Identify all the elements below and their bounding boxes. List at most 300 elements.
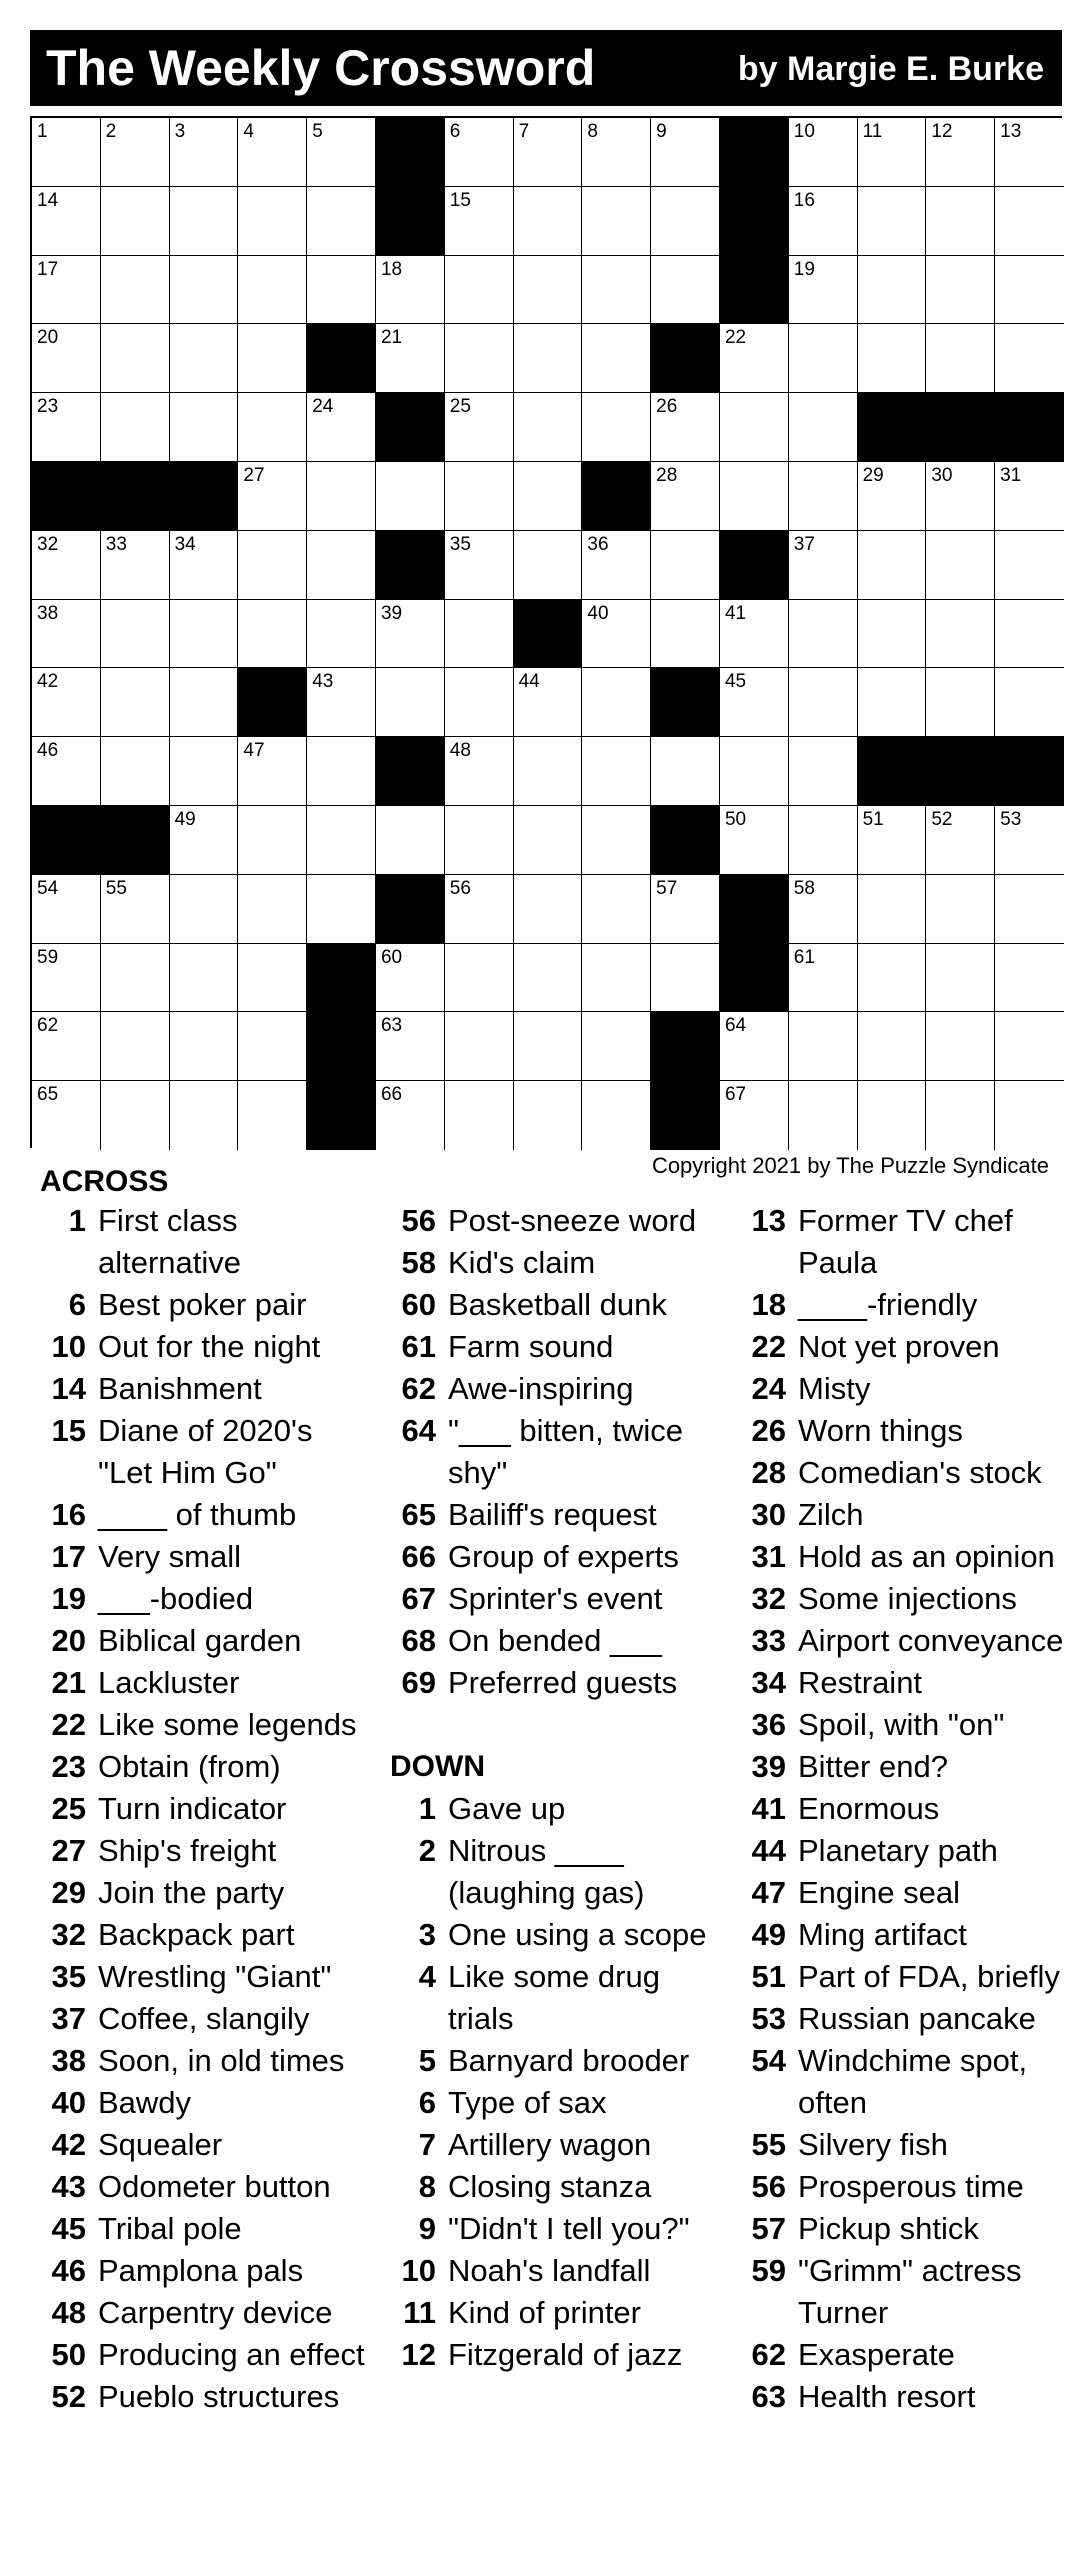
down-clue [392, 1830, 722, 1914]
clue-num: 48 [51, 2295, 86, 2330]
grid-cell[interactable] [101, 1081, 170, 1150]
clue-number: 4 [243, 121, 254, 142]
clue-text: First class alternative [98, 1203, 242, 1280]
grid-cell[interactable] [858, 462, 927, 531]
clue-number: 49 [174, 808, 196, 830]
grid-cell[interactable] [101, 324, 170, 393]
grid-cell[interactable] [101, 187, 170, 256]
clue-text: Gave up [448, 1791, 566, 1826]
clue-num: 17 [51, 1539, 86, 1574]
grid-cell[interactable] [995, 118, 1064, 187]
grid-cell[interactable] [858, 1081, 927, 1150]
clue-text: Odometer button [98, 2169, 331, 2204]
grid-cell[interactable] [32, 118, 101, 187]
grid-cell[interactable] [858, 531, 927, 600]
clue-num: 16 [51, 1497, 86, 1532]
grid-cell[interactable] [238, 393, 307, 462]
clue-num: 22 [51, 1707, 86, 1742]
grid-cell[interactable] [582, 118, 651, 187]
down-clue [742, 1998, 1072, 2040]
clue-num: 4 [418, 1959, 436, 1994]
grid-cell[interactable] [651, 737, 720, 806]
grid-cell[interactable] [995, 875, 1064, 944]
grid-cell[interactable] [651, 875, 720, 944]
clue-number: 5 [312, 121, 323, 142]
grid-cell[interactable] [307, 600, 376, 669]
grid-cell[interactable] [101, 531, 170, 600]
clue-number: 40 [587, 602, 609, 624]
clue-text: Some injections [798, 1581, 1017, 1616]
grid-cell[interactable] [170, 393, 239, 462]
clue-num: 39 [751, 1749, 786, 1784]
grid-cell[interactable] [445, 944, 514, 1013]
grid-cell[interactable] [789, 118, 858, 187]
clue-number: 66 [380, 1084, 403, 1106]
down-clue [742, 2166, 1072, 2208]
grid-cell[interactable] [514, 668, 583, 737]
grid-cell[interactable] [926, 531, 995, 600]
grid-cell[interactable] [307, 875, 376, 944]
grid-cell[interactable] [789, 875, 858, 944]
clue-num: 57 [751, 2211, 786, 2246]
across-clue [42, 1410, 372, 1494]
clue-number: 35 [449, 533, 471, 555]
grid-block [376, 118, 445, 187]
grid-cell[interactable] [514, 531, 583, 600]
grid-cell[interactable] [651, 187, 720, 256]
grid-cell[interactable] [376, 600, 445, 669]
grid-cell[interactable] [445, 1081, 514, 1150]
grid-cell[interactable] [238, 531, 307, 600]
grid-cell[interactable] [926, 187, 995, 256]
grid-cell[interactable] [238, 256, 307, 325]
grid-cell[interactable] [926, 1012, 995, 1081]
grid-cell[interactable] [170, 875, 239, 944]
grid-cell[interactable] [995, 944, 1064, 1013]
grid-cell[interactable] [170, 600, 239, 669]
clue-text: Turn indicator [98, 1791, 287, 1826]
title-bar [30, 30, 1062, 106]
grid-cell[interactable] [170, 1081, 239, 1150]
grid-cell[interactable] [720, 1081, 789, 1150]
grid-cell[interactable] [514, 118, 583, 187]
grid-cell[interactable] [926, 806, 995, 875]
grid-block [858, 737, 927, 806]
grid-cell[interactable] [170, 324, 239, 393]
grid-cell[interactable] [789, 668, 858, 737]
grid-cell[interactable] [789, 531, 858, 600]
grid-cell[interactable] [926, 118, 995, 187]
grid-cell[interactable] [720, 324, 789, 393]
grid-cell[interactable] [995, 1012, 1064, 1081]
grid-cell[interactable] [307, 118, 376, 187]
grid-cell[interactable] [651, 531, 720, 600]
clue-number: 23 [37, 396, 59, 418]
grid-cell[interactable] [101, 1012, 170, 1081]
clue-num: 55 [751, 2127, 786, 2162]
grid-cell[interactable] [858, 256, 927, 325]
clue-number: 58 [793, 877, 815, 899]
clue-number: 24 [312, 396, 334, 418]
grid-cell[interactable] [582, 393, 651, 462]
grid-cell[interactable] [101, 875, 170, 944]
grid-cell[interactable] [582, 324, 651, 393]
grid-cell[interactable] [995, 531, 1064, 600]
clue-num: 43 [51, 2169, 86, 2204]
grid-cell[interactable] [376, 944, 445, 1013]
grid-cell[interactable] [445, 393, 514, 462]
grid-cell[interactable] [789, 600, 858, 669]
grid-cell[interactable] [789, 324, 858, 393]
grid-cell[interactable] [995, 187, 1064, 256]
grid-cell[interactable] [170, 668, 239, 737]
across-clue [392, 1200, 722, 1242]
grid-cell[interactable] [858, 324, 927, 393]
grid-cell[interactable] [720, 806, 789, 875]
grid-cell[interactable] [307, 668, 376, 737]
grid-cell[interactable] [582, 806, 651, 875]
grid-cell[interactable] [445, 875, 514, 944]
grid-cell[interactable] [376, 256, 445, 325]
clue-num: 63 [751, 2379, 786, 2414]
grid-cell[interactable] [445, 256, 514, 325]
grid-cell[interactable] [445, 737, 514, 806]
grid-cell[interactable] [307, 531, 376, 600]
clue-number: 48 [449, 740, 471, 762]
grid-cell[interactable] [514, 944, 583, 1013]
grid-cell[interactable] [170, 118, 239, 187]
across-clue [42, 1284, 372, 1326]
grid-cell[interactable] [789, 1081, 858, 1150]
grid-cell[interactable] [445, 600, 514, 669]
across-clue [42, 1578, 372, 1620]
grid-cell[interactable] [170, 256, 239, 325]
grid-cell[interactable] [238, 600, 307, 669]
grid-cell[interactable] [514, 187, 583, 256]
grid-cell[interactable] [995, 462, 1064, 531]
down-clue [742, 1200, 1072, 1284]
clue-text: Russian pancake [798, 2001, 1036, 2036]
grid-cell[interactable] [995, 806, 1064, 875]
grid-cell[interactable] [582, 1012, 651, 1081]
grid-cell[interactable] [720, 462, 789, 531]
grid-cell[interactable] [789, 944, 858, 1013]
clue-text: Spoil, with "on" [798, 1707, 1005, 1742]
clue-num: 44 [751, 1833, 786, 1868]
grid-cell[interactable] [170, 944, 239, 1013]
grid-cell[interactable] [582, 875, 651, 944]
grid-cell[interactable] [582, 668, 651, 737]
grid-cell[interactable] [170, 737, 239, 806]
grid-cell[interactable] [995, 668, 1064, 737]
grid-block [32, 462, 101, 531]
grid-cell[interactable] [170, 187, 239, 256]
down-clue [392, 1788, 722, 1830]
grid-cell[interactable] [651, 600, 720, 669]
grid-cell[interactable] [238, 737, 307, 806]
grid-block [32, 806, 101, 875]
grid-cell[interactable] [445, 187, 514, 256]
grid-cell[interactable] [926, 1081, 995, 1150]
grid-cell[interactable] [238, 1081, 307, 1150]
clue-num: 11 [403, 2295, 436, 2330]
grid-cell[interactable] [445, 462, 514, 531]
across-clue [42, 1830, 372, 1872]
clue-number: 8 [587, 121, 598, 142]
clue-num: 37 [51, 2001, 86, 2036]
grid-cell[interactable] [789, 187, 858, 256]
grid-cell[interactable] [514, 1012, 583, 1081]
clue-num: 31 [751, 1539, 786, 1574]
grid-cell[interactable] [445, 118, 514, 187]
grid-block [651, 1081, 720, 1150]
grid-cell[interactable] [101, 944, 170, 1013]
down-clue [742, 1620, 1072, 1662]
section-spacer [392, 1704, 722, 1746]
grid-cell[interactable] [651, 256, 720, 325]
grid-cell[interactable] [651, 944, 720, 1013]
grid-cell[interactable] [720, 737, 789, 806]
grid-cell[interactable] [101, 600, 170, 669]
grid-cell[interactable] [376, 806, 445, 875]
across-clue [42, 2040, 372, 2082]
grid-cell[interactable] [858, 875, 927, 944]
grid-cell[interactable] [238, 462, 307, 531]
grid-cell[interactable] [32, 324, 101, 393]
clue-num: 29 [51, 1875, 86, 1910]
clue-number: 10 [793, 121, 815, 142]
grid-cell[interactable] [789, 256, 858, 325]
clue-number: 47 [243, 740, 265, 762]
clue-text: Worn things [798, 1413, 963, 1448]
clue-num: 64 [401, 1413, 436, 1448]
grid-cell[interactable] [514, 324, 583, 393]
grid-cell[interactable] [514, 875, 583, 944]
grid-cell[interactable] [32, 737, 101, 806]
down-clue [392, 1956, 722, 2040]
clue-num: 18 [751, 1287, 786, 1322]
clue-num: 61 [401, 1329, 436, 1364]
grid-cell[interactable] [858, 1012, 927, 1081]
grid-cell[interactable] [101, 256, 170, 325]
clue-number: 57 [656, 877, 678, 899]
grid-cell[interactable] [32, 1012, 101, 1081]
across-clue [42, 2166, 372, 2208]
clue-number: 1 [37, 121, 48, 142]
grid-cell[interactable] [720, 668, 789, 737]
grid-cell[interactable] [514, 393, 583, 462]
clue-num: 28 [751, 1455, 786, 1490]
clue-num: 66 [401, 1539, 436, 1574]
grid-cell[interactable] [238, 324, 307, 393]
clue-text: Engine seal [798, 1875, 961, 1910]
clue-num: 67 [401, 1581, 436, 1616]
clue-num: 21 [51, 1665, 86, 1700]
grid-cell[interactable] [238, 118, 307, 187]
grid-cell[interactable] [376, 1012, 445, 1081]
grid-cell[interactable] [926, 462, 995, 531]
grid-cell[interactable] [32, 944, 101, 1013]
grid-cell[interactable] [32, 187, 101, 256]
clue-num: 36 [751, 1707, 786, 1742]
clue-number: 52 [931, 808, 953, 830]
clue-num: 32 [51, 1917, 86, 1952]
grid-cell[interactable] [926, 875, 995, 944]
grid-cell[interactable] [101, 393, 170, 462]
clue-number: 67 [724, 1084, 747, 1106]
grid-cell[interactable] [720, 393, 789, 462]
grid-cell[interactable] [789, 806, 858, 875]
grid-cell[interactable] [789, 462, 858, 531]
grid-cell[interactable] [376, 462, 445, 531]
clue-num: 20 [51, 1623, 86, 1658]
clue-number: 2 [105, 121, 117, 142]
grid-cell[interactable] [445, 1012, 514, 1081]
grid-cell[interactable] [926, 668, 995, 737]
grid-cell[interactable] [926, 944, 995, 1013]
across-clue [392, 1410, 722, 1494]
clue-num: 35 [51, 1959, 86, 1994]
clue-text: Diane of 2020's "Let Him Go" [98, 1413, 313, 1490]
grid-cell[interactable] [238, 1012, 307, 1081]
grid-cell[interactable] [170, 806, 239, 875]
grid-cell[interactable] [32, 875, 101, 944]
grid-cell[interactable] [582, 944, 651, 1013]
grid-cell[interactable] [307, 393, 376, 462]
grid-cell[interactable] [858, 118, 927, 187]
clue-text: Banishment [98, 1371, 262, 1406]
grid-cell[interactable] [582, 187, 651, 256]
grid-cell[interactable] [307, 806, 376, 875]
grid-cell[interactable] [789, 737, 858, 806]
clue-column-2 [392, 1200, 722, 2376]
clue-number: 32 [37, 533, 59, 555]
clue-number: 28 [656, 464, 678, 486]
grid-cell[interactable] [101, 737, 170, 806]
across-clue [392, 1326, 722, 1368]
grid-cell[interactable] [32, 600, 101, 669]
grid-cell[interactable] [32, 1081, 101, 1150]
grid-cell[interactable] [582, 1081, 651, 1150]
grid-cell[interactable] [926, 256, 995, 325]
grid-cell[interactable] [651, 118, 720, 187]
clue-number: 39 [380, 602, 403, 624]
clue-num: 6 [418, 2085, 436, 2120]
clue-number: 42 [37, 671, 59, 693]
grid-cell[interactable] [514, 806, 583, 875]
grid-cell[interactable] [32, 668, 101, 737]
grid-cell[interactable] [858, 944, 927, 1013]
grid-cell[interactable] [789, 1012, 858, 1081]
grid-cell[interactable] [101, 118, 170, 187]
grid-cell[interactable] [651, 393, 720, 462]
grid-cell[interactable] [376, 324, 445, 393]
grid-block [307, 1012, 376, 1081]
grid-cell[interactable] [238, 806, 307, 875]
across-clue [392, 1620, 722, 1662]
across-clue [392, 1536, 722, 1578]
grid-cell[interactable] [376, 1081, 445, 1150]
down-clue [392, 2124, 722, 2166]
grid-cell[interactable] [307, 737, 376, 806]
across-clue [42, 2292, 372, 2334]
grid-cell[interactable] [32, 393, 101, 462]
grid-cell[interactable] [445, 806, 514, 875]
down-clue [392, 2040, 722, 2082]
grid-cell[interactable] [514, 1081, 583, 1150]
grid-cell[interactable] [858, 600, 927, 669]
grid-cell[interactable] [926, 600, 995, 669]
grid-cell[interactable] [995, 1081, 1064, 1150]
grid-cell[interactable] [307, 256, 376, 325]
clue-text: "___ bitten, twice shy" [448, 1413, 684, 1490]
clue-text: Ship's freight [98, 1833, 277, 1868]
down-clue [742, 2334, 1072, 2376]
grid-cell[interactable] [995, 324, 1064, 393]
grid-cell[interactable] [582, 737, 651, 806]
grid-cell[interactable] [651, 462, 720, 531]
grid-cell[interactable] [170, 531, 239, 600]
grid-block [651, 668, 720, 737]
grid-cell[interactable] [238, 944, 307, 1013]
grid-cell[interactable] [32, 531, 101, 600]
grid-cell[interactable] [238, 875, 307, 944]
clue-text: Pueblo structures [98, 2379, 340, 2414]
clue-number: 51 [862, 808, 884, 830]
grid-cell[interactable] [720, 600, 789, 669]
grid-cell[interactable] [514, 462, 583, 531]
grid-cell[interactable] [445, 668, 514, 737]
grid-cell[interactable] [445, 531, 514, 600]
grid-cell[interactable] [514, 737, 583, 806]
across-heading: ACROSS [40, 1165, 169, 1198]
grid-cell[interactable] [445, 324, 514, 393]
grid-cell[interactable] [307, 462, 376, 531]
clue-text: Restraint [798, 1665, 923, 1700]
grid-cell[interactable] [101, 668, 170, 737]
clue-text: ____-friendly [798, 1287, 978, 1322]
grid-cell[interactable] [307, 187, 376, 256]
clue-number: 41 [724, 602, 747, 624]
grid-cell[interactable] [858, 668, 927, 737]
grid-cell[interactable] [582, 600, 651, 669]
clue-num: 60 [401, 1287, 436, 1322]
grid-cell[interactable] [995, 600, 1064, 669]
down-clue [742, 1452, 1072, 1494]
clue-text: ___-bodied [98, 1581, 254, 1616]
grid-cell[interactable] [858, 806, 927, 875]
clue-text: One using a scope [448, 1917, 707, 1952]
clue-num: 14 [51, 1371, 86, 1406]
grid-cell[interactable] [170, 1012, 239, 1081]
clue-text: Post-sneeze word [448, 1203, 697, 1238]
clue-number: 62 [37, 1015, 59, 1037]
grid-cell[interactable] [32, 256, 101, 325]
grid-cell[interactable] [514, 256, 583, 325]
clue-number: 50 [724, 808, 747, 830]
grid-cell[interactable] [995, 256, 1064, 325]
grid-cell[interactable] [789, 393, 858, 462]
grid-cell[interactable] [720, 1012, 789, 1081]
grid-cell[interactable] [376, 668, 445, 737]
down-clue [742, 2208, 1072, 2250]
grid-cell[interactable] [858, 187, 927, 256]
clue-text: Kind of printer [448, 2295, 641, 2330]
grid-cell[interactable] [582, 256, 651, 325]
grid-cell[interactable] [582, 531, 651, 600]
grid-cell[interactable] [238, 187, 307, 256]
grid-cell[interactable] [926, 324, 995, 393]
